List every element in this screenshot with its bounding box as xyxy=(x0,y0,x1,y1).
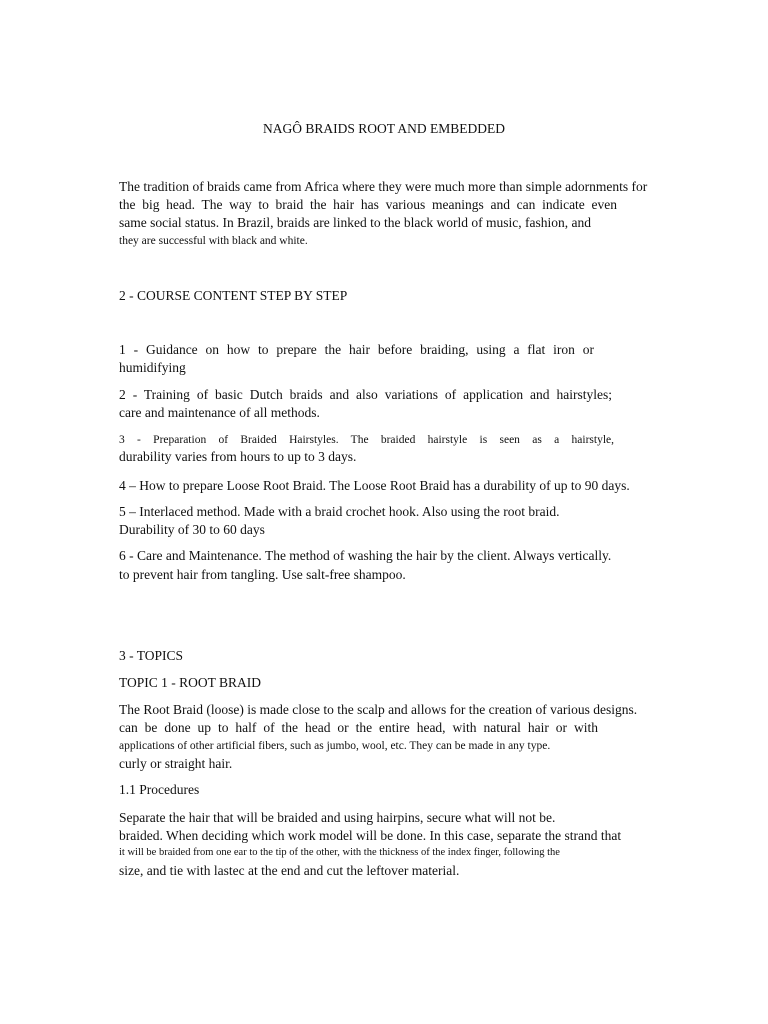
item2-line-2: care and maintenance of all methods. xyxy=(119,405,320,420)
intro-line-2: the big head. The way to braid the hair has various meanings and can indicate even xyxy=(119,197,617,212)
item2-line-1: 2 - Training of basic Dutch braids and also variations of application and hairstyles; xyxy=(119,387,612,402)
item1-line-1: 1 - Guidance on how to prepare the hair before braiding, using a flat iron or xyxy=(119,342,594,357)
procedures-line-1: Separate the hair that will be braided and using hairpins, secure what will not be. xyxy=(119,810,556,825)
topic1-line-4: curly or straight hair. xyxy=(119,756,233,771)
intro-line-4: they are successful with black and white. xyxy=(119,235,308,247)
item3-line-1: 3 - Preparation of Braided Hairstyles. The braided hairstyle is seen as a hairstyle, xyxy=(119,434,614,446)
item1-line-2: humidifying xyxy=(119,360,186,375)
item3-line-2: durability varies from hours to up to 3 days. xyxy=(119,449,357,464)
section3-heading: 3 - TOPICS xyxy=(119,648,184,663)
procedures-line-2: braided. When deciding which work model will be done. In this case, separate the strand that xyxy=(119,828,622,843)
intro-line-1: The tradition of braids came from Africa where they were much more than simple adornments for xyxy=(119,179,648,194)
intro-paragraph xyxy=(119,178,675,196)
intro-line-3: same social status. In Brazil, braids are linked to the black world of music, fashion, and xyxy=(119,215,591,230)
procedures-line-4: size, and tie with lastec at the end and cut the leftover material. xyxy=(119,863,460,878)
item6-line-2: to prevent hair from tangling. Use salt-free shampoo. xyxy=(119,567,406,582)
topic1-line-3: applications of other artificial fibers, such as jumbo, wool, etc. They can be made in any type. xyxy=(119,740,551,752)
section2-heading: 2 - COURSE CONTENT STEP BY STEP xyxy=(119,288,348,303)
item6-line-1: 6 - Care and Maintenance. The method of washing the hair by the client. Always vertically. xyxy=(119,548,612,563)
document-title: NAGÔ BRAIDS ROOT AND EMBEDDED xyxy=(262,121,505,136)
procedures-line-3: it will be braided from one ear to the tip of the other, with the thickness of the index finger, following the xyxy=(119,847,560,858)
topic1-line-1: The Root Braid (loose) is made close to the scalp and allows for the creation of various designs. xyxy=(119,702,638,717)
item5-line-2: Durability of 30 to 60 days xyxy=(119,522,265,537)
topic1-heading: TOPIC 1 - ROOT BRAID xyxy=(119,675,262,690)
procedures-heading: 1.1 Procedures xyxy=(119,782,200,797)
topic1-line-2: can be done up to half of the head or the entire head, with natural hair or with xyxy=(119,720,598,735)
item5-line-1: 5 – Interlaced method. Made with a braid crochet hook. Also using the root braid. xyxy=(119,504,560,519)
item4-line: 4 – How to prepare Loose Root Braid. The Loose Root Braid has a durability of up to 90 days. xyxy=(119,478,630,493)
